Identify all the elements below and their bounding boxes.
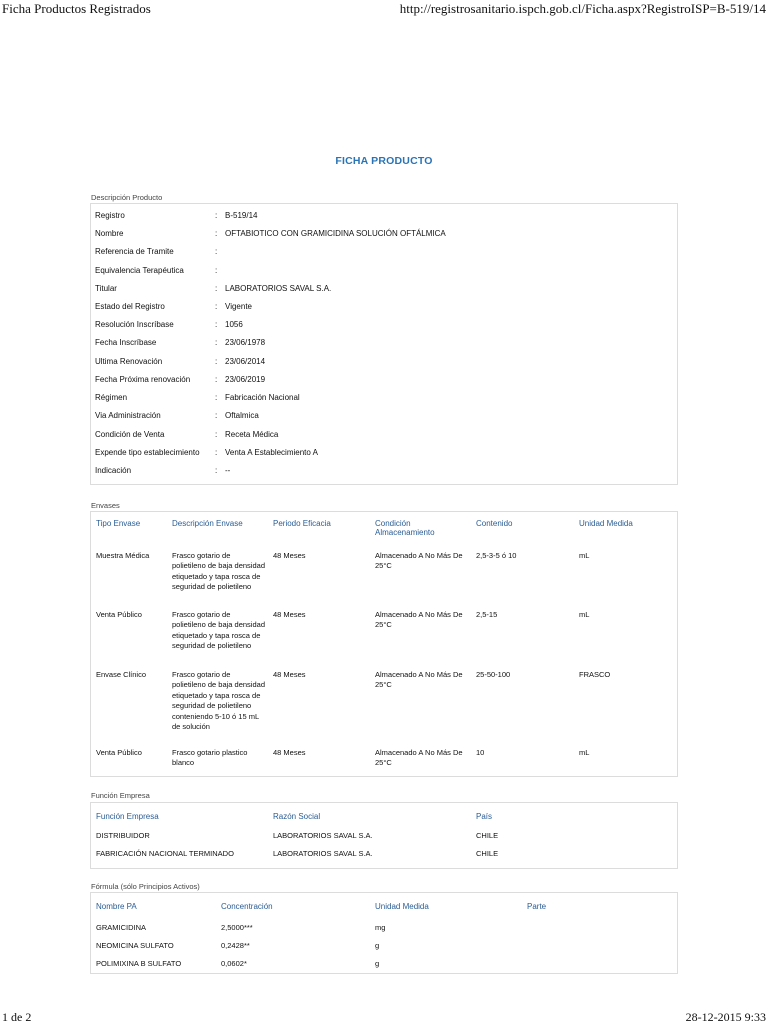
page-url[interactable]: http://registrosanitario.ispch.gob.cl/Ficha.aspx?RegistroISP=B-519/14 bbox=[399, 1, 766, 16]
envases-cell: 48 Meses bbox=[273, 610, 306, 619]
envases-label: Envases bbox=[91, 501, 120, 510]
page-title: Ficha Productos Registrados bbox=[2, 1, 151, 16]
descripcion-colon: : bbox=[215, 448, 218, 457]
descripcion-key: Condición de Venta bbox=[95, 430, 165, 439]
formula-cell: GRAMICIDINA bbox=[96, 923, 147, 932]
envases-cell: 48 Meses bbox=[273, 748, 306, 757]
descripcion-key: Referencia de Tramite bbox=[95, 247, 174, 256]
descripcion-key: Indicación bbox=[95, 466, 132, 475]
descripcion-value: Receta Médica bbox=[225, 430, 279, 439]
envases-cell: 48 Meses bbox=[273, 670, 306, 679]
descripcion-value: 23/06/1978 bbox=[225, 338, 266, 347]
envases-cell: Venta Público bbox=[96, 610, 142, 619]
descripcion-key: Régimen bbox=[95, 393, 128, 402]
descripcion-value: 23/06/2019 bbox=[225, 375, 266, 384]
descripcion-colon: : bbox=[215, 375, 218, 384]
funcion-header: Función Empresa bbox=[96, 812, 159, 821]
descripcion-colon: : bbox=[215, 466, 218, 475]
envases-cell: Frasco gotario de polietileno de baja densidad etiquetado y tapa rosca de seguridad de polietileno bbox=[172, 551, 265, 592]
descripcion-key: Titular bbox=[95, 284, 117, 293]
envases-cell: mL bbox=[579, 551, 590, 560]
descripcion-colon: : bbox=[215, 411, 218, 420]
descripcion-key: Estado del Registro bbox=[95, 302, 165, 311]
descripcion-label: Descripción Producto bbox=[91, 193, 163, 202]
funcion-cell: CHILE bbox=[476, 831, 499, 840]
envases-table bbox=[90, 511, 678, 777]
formula-header: Nombre PA bbox=[96, 902, 137, 911]
envases-cell: 25-50-100 bbox=[476, 670, 511, 679]
envases-cell: Almacenado A No Más De 25°C bbox=[375, 610, 463, 630]
funcion-label: Función Empresa bbox=[91, 791, 150, 800]
envases-header: Contenido bbox=[476, 519, 513, 528]
envases-cell: FRASCO bbox=[579, 670, 611, 679]
descripcion-key: Via Administración bbox=[95, 411, 161, 420]
descripcion-value: Vigente bbox=[225, 302, 252, 311]
descripcion-colon: : bbox=[215, 229, 218, 238]
funcion-cell: LABORATORIOS SAVAL S.A. bbox=[273, 849, 373, 858]
formula-header: Unidad Medida bbox=[375, 902, 429, 911]
envases-header: Tipo Envase bbox=[96, 519, 141, 528]
descripcion-key: Nombre bbox=[95, 229, 124, 238]
descripcion-key: Fecha Próxima renovación bbox=[95, 375, 191, 384]
descripcion-value: OFTABIOTICO CON GRAMICIDINA SOLUCIÓN OFTÁLMICA bbox=[225, 229, 446, 238]
formula-cell: g bbox=[375, 959, 380, 968]
envases-cell: 2,5-3-5 ó 10 bbox=[476, 551, 517, 560]
descripcion-value: 1056 bbox=[225, 320, 243, 329]
envases-cell: Almacenado A No Más De 25°C bbox=[375, 748, 463, 768]
descripcion-value: B-519/14 bbox=[225, 211, 258, 220]
envases-cell: Frasco gotario plastico blanco bbox=[172, 748, 248, 768]
descripcion-colon: : bbox=[215, 302, 218, 311]
envases-cell: Frasco gotario de polietileno de baja densidad etiquetado y tapa rosca de seguridad de polietileno conteniendo 5-10 ó 15 mL de solución bbox=[172, 670, 265, 732]
descripcion-colon: : bbox=[215, 266, 218, 275]
funcion-cell: FABRICACIÓN NACIONAL TERMINADO bbox=[96, 849, 234, 858]
descripcion-value: Oftalmica bbox=[225, 411, 259, 420]
envases-cell: mL bbox=[579, 748, 590, 757]
formula-cell: 0,0602* bbox=[221, 959, 247, 968]
formula-cell: 2,5000*** bbox=[221, 923, 253, 932]
page-number: 1 de 2 bbox=[2, 1010, 32, 1024]
funcion-cell: DISTRIBUIDOR bbox=[96, 831, 150, 840]
envases-cell: Venta Público bbox=[96, 748, 142, 757]
envases-cell: mL bbox=[579, 610, 590, 619]
ficha-title: FICHA PRODUCTO bbox=[335, 155, 433, 167]
envases-header: Unidad Medida bbox=[579, 519, 633, 528]
formula-cell: POLIMIXINA B SULFATO bbox=[96, 959, 182, 968]
envases-header: Descripción Envase bbox=[172, 519, 243, 528]
descripcion-colon: : bbox=[215, 393, 218, 402]
envases-header: Periodo Eficacia bbox=[273, 519, 331, 528]
pdf-header bbox=[0, 0, 768, 20]
print-datetime: 28-12-2015 9:33 bbox=[685, 1010, 766, 1024]
envases-cell: 48 Meses bbox=[273, 551, 306, 560]
descripcion-colon: : bbox=[215, 247, 218, 256]
formula-header: Parte bbox=[527, 902, 547, 911]
funcion-cell: LABORATORIOS SAVAL S.A. bbox=[273, 831, 373, 840]
envases-cell: Almacenado A No Más De 25°C bbox=[375, 670, 463, 690]
funcion-header: Razón Social bbox=[273, 812, 321, 821]
funcion-cell: CHILE bbox=[476, 849, 499, 858]
formula-cell: NEOMICINA SULFATO bbox=[96, 941, 174, 950]
envases-cell: 10 bbox=[476, 748, 485, 757]
descripcion-box bbox=[90, 203, 678, 485]
formula-label: Fórmula (sólo Principios Activos) bbox=[91, 882, 200, 891]
descripcion-colon: : bbox=[215, 430, 218, 439]
descripcion-key: Fecha Inscríbase bbox=[95, 338, 157, 347]
descripcion-value: LABORATORIOS SAVAL S.A. bbox=[225, 284, 332, 293]
formula-cell: 0,2428** bbox=[221, 941, 250, 950]
envases-cell: Muestra Médica bbox=[96, 551, 150, 560]
formula-table bbox=[90, 892, 678, 974]
descripcion-value: -- bbox=[225, 466, 231, 475]
funcion-table bbox=[90, 802, 678, 869]
descripcion-key: Resolución Inscríbase bbox=[95, 320, 174, 329]
descripcion-colon: : bbox=[215, 284, 218, 293]
descripcion-colon: : bbox=[215, 211, 218, 220]
envases-cell: Frasco gotario de polietileno de baja densidad etiquetado y tapa rosca de seguridad de polietileno bbox=[172, 610, 265, 651]
descripcion-value: 23/06/2014 bbox=[225, 357, 266, 366]
envases-header: Condición Almacenamiento bbox=[375, 519, 435, 537]
funcion-header: País bbox=[476, 812, 493, 821]
descripcion-colon: : bbox=[215, 320, 218, 329]
descripcion-key: Registro bbox=[95, 211, 125, 220]
descripcion-key: Ultima Renovación bbox=[95, 357, 163, 366]
descripcion-colon: : bbox=[215, 357, 218, 366]
descripcion-value: Venta A Establecimiento A bbox=[225, 448, 318, 457]
formula-cell: g bbox=[375, 941, 380, 950]
formula-cell: mg bbox=[375, 923, 386, 932]
descripcion-value: Fabricación Nacional bbox=[225, 393, 300, 402]
descripcion-key: Expende tipo establecimiento bbox=[95, 448, 200, 457]
formula-header: Concentración bbox=[221, 902, 273, 911]
envases-cell: Almacenado A No Más De 25°C bbox=[375, 551, 463, 571]
pdf-footer bbox=[0, 1008, 768, 1024]
envases-cell: Envase Clínico bbox=[96, 670, 147, 679]
descripcion-key: Equivalencia Terapéutica bbox=[95, 266, 184, 275]
descripcion-colon: : bbox=[215, 338, 218, 347]
envases-cell: 2,5-15 bbox=[476, 610, 498, 619]
